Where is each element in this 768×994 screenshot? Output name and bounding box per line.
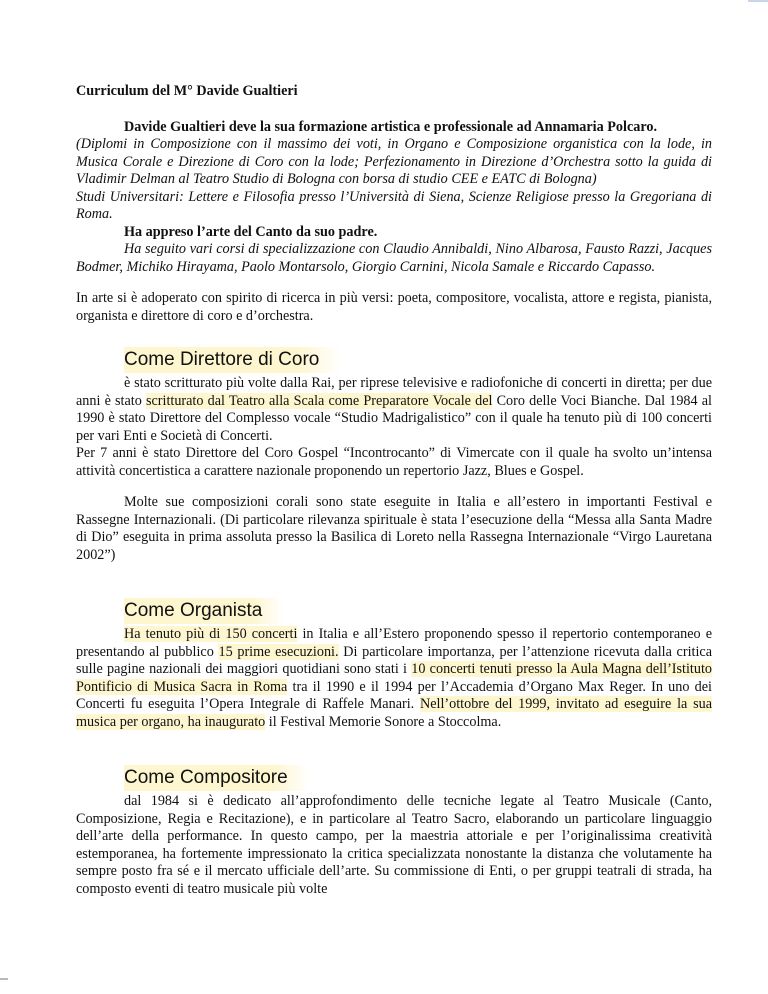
diplomi-paragraph: (Diplomi in Composizione con il massimo dei voti, in Organo e Composizione organistica con la lode, in Musica Corale e Direzione di Coro con la lode; Perfezionamento in Direzione d’Orchestra sotto la guida di Vladimir Delman al Teatro Studio di Bologna con borsa di studio CEE e EATC di Bologna) bbox=[76, 136, 712, 187]
document-title: Curriculum del M° Davide Gualtieri bbox=[76, 83, 298, 99]
document-page bbox=[76, 83, 712, 898]
scan-edge-mark bbox=[748, 0, 768, 2]
coro-paragraph-3: Molte sue composizioni corali sono state eseguite in Italia e all’estero in importanti Festival e Rassegne Internazionali. (Di particolare rilevanza spirituale è stata l’esecuzione della “Messa alla Santa Madre di Dio” eseguita in prima assoluta presso la Basilica di Loreto nella Rassegna Internazionale “Virgo Lauretana 2002”) bbox=[76, 494, 712, 563]
canto-paragraph: Ha appreso l’arte del Canto da suo padre. bbox=[124, 223, 378, 240]
scan-edge-mark bbox=[0, 978, 8, 980]
corsi-paragraph: Ha seguito vari corsi di specializzazione con Claudio Annibaldi, Nino Albarosa, Fausto Razzi, Jacques Bodmer, Michiko Hirayama, Paolo Montarsolo, Giorgio Carnini, Nicola Samale e Riccardo Capasso. bbox=[76, 241, 712, 275]
section-heading-compositore: Come Compositore bbox=[76, 765, 712, 791]
arte-paragraph: In arte si è adoperato con spirito di ricerca in più versi: poeta, compositore, vocalista, attore e regista, pianista, organista e direttore di coro e d’orchestra. bbox=[76, 290, 712, 324]
coro-paragraph-1: è stato scritturato più volte dalla Rai, per riprese televisive e radiofoniche di concerti in diretta; per due anni è stato scritturato dal Teatro alla Scala come Preparatore Vocale del Coro delle Voci Bianche. Dal 1984 al 1990 è stato Direttore del Complesso vocale “Studio Madrigalistico” con il quale ha tenuto più di 100 concerti per vari Enti e Società di Concerti. bbox=[76, 375, 712, 444]
section-heading-organista: Come Organista bbox=[76, 598, 712, 624]
formation-paragraph: Davide Gualtieri deve la sua formazione artistica e professionale ad Annamaria Polcaro. bbox=[124, 118, 658, 135]
studi-paragraph: Studi Universitari: Lettere e Filosofia presso l’Università di Siena, Scienze Religiose presso la Gregoriana di Roma. bbox=[76, 188, 712, 222]
section-heading-coro: Come Direttore di Coro bbox=[76, 347, 712, 373]
coro-paragraph-2: Per 7 anni è stato Direttore del Coro Gospel “Incontrocanto” di Vimercate con il quale ha svolto un’intensa attività concertistica a carattere nazionale proponendo un repertorio Jazz, Blues e Gospel. bbox=[76, 445, 712, 479]
compositore-paragraph: dal 1984 si è dedicato all’approfondimento delle tecniche legate al Teatro Musicale (Canto, Composizione, Regia e Recitazione), e in particolare al Teatro Sacro, elaborando un particolare linguaggio dell’arte della performance. In questo campo, per la maestria attoriale e per l’originalissima creatività estemporanea, ha fortemente impressionato la critica specializzata nonostante la distanza che volutamente ha sempre posto fra sé e il mercato ufficiale dell’arte. Su commissione di Enti, o per gruppi teatrali di strada, ha composto eventi di teatro musicale più volte bbox=[76, 793, 712, 897]
organista-paragraph: Ha tenuto più di 150 concerti in Italia e all’Estero proponendo spesso il repertorio contemporaneo e presentando al pubblico 15 prime esecuzioni. Di particolare importanza, per l’attenzione ricevuta dalla critica sulle pagine nazionali dei maggiori quotidiani sono stati i 10 concerti tenuti presso la Aula Magna dell’Istituto Pontificio di Musica Sacra in Roma tra il 1990 e il 1994 per l’Accademia d’Organo Max Reger. In uno dei Concerti fu eseguita l’Opera Integrale di Raffele Manari. Nell’ottobre del 1999, invitato ad eseguire la sua musica per organo, ha inaugurato il Festival Memorie Sonore a Stoccolma. bbox=[76, 626, 713, 730]
